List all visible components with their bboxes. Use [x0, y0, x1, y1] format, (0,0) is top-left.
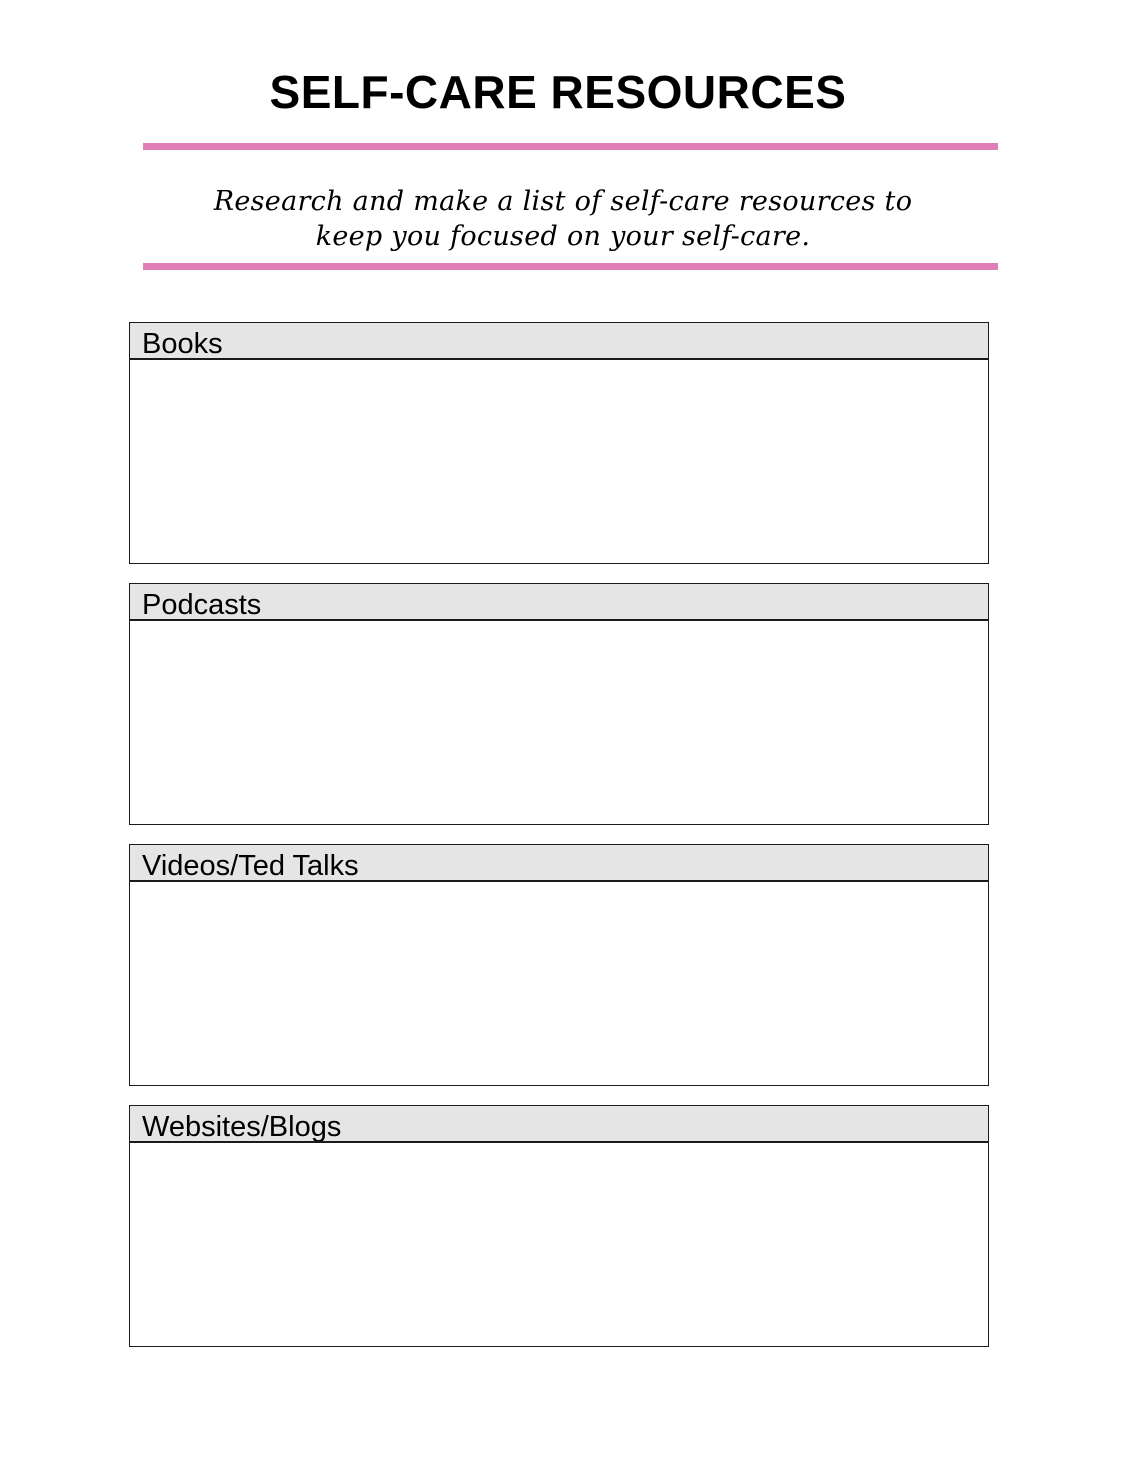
pink-divider-bottom	[143, 263, 998, 270]
page-title: SELF-CARE RESOURCES	[269, 66, 847, 118]
section-writing-area-websites-blogs[interactable]	[130, 1143, 988, 1346]
pink-divider-top	[143, 143, 998, 150]
section-header-podcasts: Podcasts	[130, 584, 988, 621]
section-header-videos-ted-talks: Videos/Ted Talks	[130, 845, 988, 882]
section-writing-area-videos-ted-talks[interactable]	[130, 882, 988, 1085]
section-header-books: Books	[130, 323, 988, 360]
instructions-text	[143, 184, 983, 254]
instructions-line-1: Research and make a list of self-care resources to	[213, 186, 913, 217]
section-writing-area-podcasts[interactable]	[130, 621, 988, 824]
section-books	[129, 322, 989, 564]
section-header-websites-blogs: Websites/Blogs	[130, 1106, 988, 1143]
section-podcasts	[129, 583, 989, 825]
section-writing-area-books[interactable]	[130, 360, 988, 563]
instructions-line-2: keep you focused on your self-care.	[315, 221, 811, 252]
section-videos-ted-talks	[129, 844, 989, 1086]
resource-sections	[129, 322, 991, 1366]
section-websites-blogs	[129, 1105, 989, 1347]
